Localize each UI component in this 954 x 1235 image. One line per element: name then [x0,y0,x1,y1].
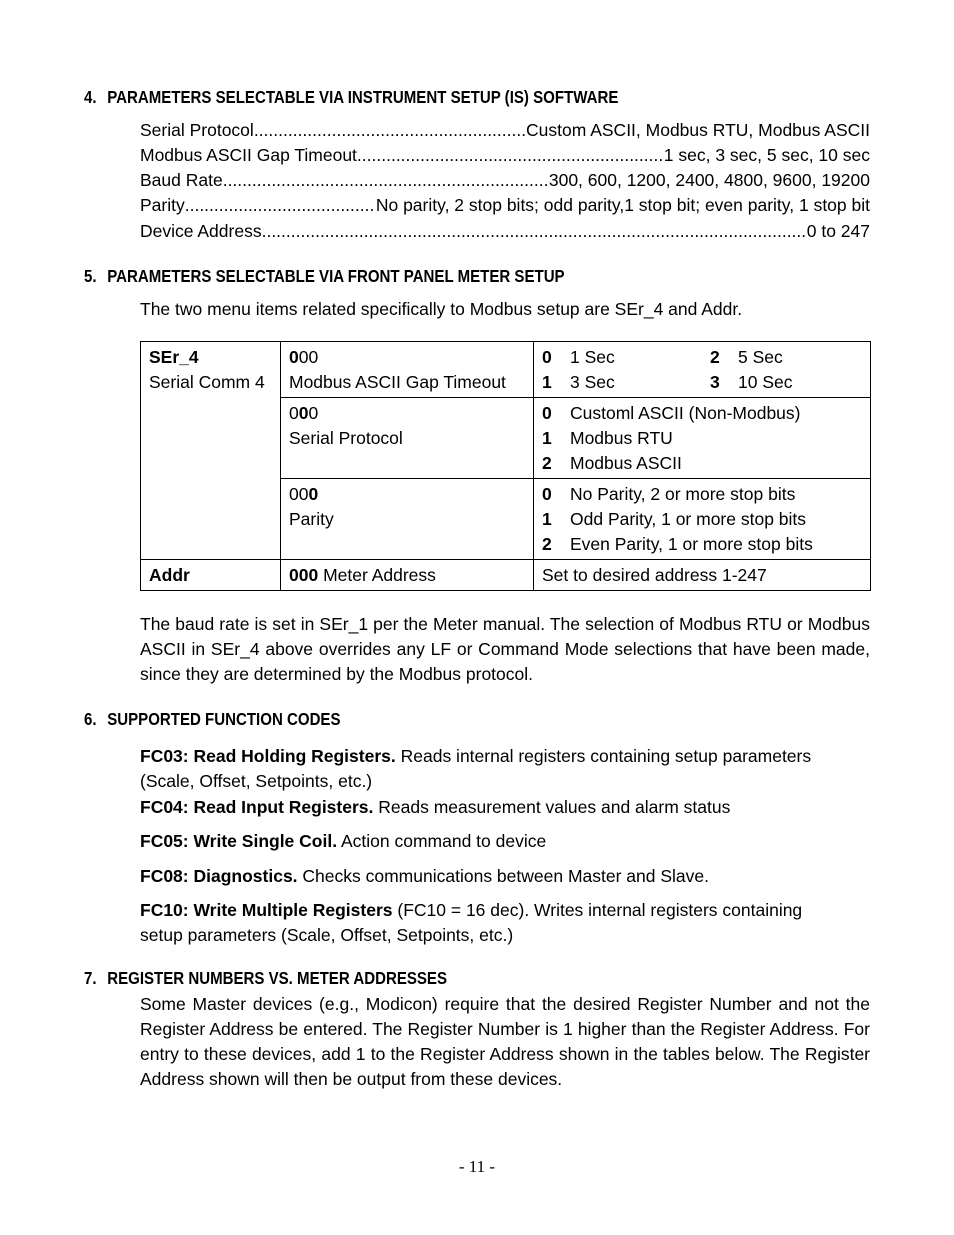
section-6-heading [84,709,341,730]
option-key: 2 [542,453,552,473]
parameter-label: Device Address [140,221,262,241]
section-7-title: REGISTER NUMBERS VS. METER ADDRESSES [107,968,448,988]
option-line [542,451,862,476]
option-text: 3 Sec [570,372,615,392]
option-text: 5 Sec [738,347,783,367]
setting-code: 000 [289,403,319,423]
option-text: 1 Sec [570,347,615,367]
parameter-label: Modbus ASCII Gap Timeout [140,145,357,165]
parameter-value: 300, 600, 1200, 2400, 4800, 9600, 19200 [548,170,870,190]
table-row [141,560,871,591]
section-6-number: 6. [84,709,97,729]
parameter-label: Serial Protocol [140,120,254,140]
option-line [542,482,862,507]
parameter-label: Parity [140,195,185,215]
setting-label: Modbus ASCII Gap Timeout [289,372,506,392]
section-6-title: SUPPORTED FUNCTION CODES [107,709,341,729]
option-text: Odd Parity, 1 or more stop bits [570,509,807,529]
setting-code: 000 [289,565,319,585]
function-code-name: FC05: Write Single Coil. [140,831,338,851]
setting-code: 000 [289,484,319,504]
setting-cell [281,398,534,479]
parameter-row [140,221,870,243]
option-key: 0 [542,484,552,504]
option-key: 1 [542,428,552,448]
setting-code: 000 [289,347,319,367]
section-4-title: PARAMETERS SELECTABLE VIA INSTRUMENT SETUP (IS) SOFTWARE [107,87,619,107]
table-row [141,342,871,398]
parameter-row [140,170,870,192]
function-code-fc10 [140,898,845,948]
gap-timeout-options [542,345,862,395]
front-panel-setup-table [140,341,871,591]
menu-item-cell [141,560,281,591]
function-code-desc: Checks communications between Master and Slave. [297,866,709,886]
parameter-value: 0 to 247 [806,221,870,241]
leader-dots [262,221,807,242]
section-5-intro: The two menu items related specifically to Modbus setup are SEr_4 and Addr. [140,299,743,319]
function-code-name: FC04: Read Input Registers. [140,797,374,817]
function-code-name: FC10: Write Multiple Registers [140,900,393,920]
parameter-row [140,145,870,167]
function-code-fc05 [140,829,900,854]
section-7-heading [84,968,447,989]
setting-label: Parity [289,509,334,529]
setting-cell [281,479,534,560]
leader-dots [185,195,376,216]
menu-item-cell [141,342,281,560]
function-code-name: FC03: Read Holding Registers. [140,746,396,766]
leader-dots [254,120,526,141]
function-code-desc: Action command to device [337,831,547,851]
option-key: 2 [710,347,720,367]
option-text: 10 Sec [738,372,793,392]
section-5-title: PARAMETERS SELECTABLE VIA FRONT PANEL METER SETUP [107,266,565,286]
function-code-desc: Reads measurement values and alarm status [373,797,731,817]
parameter-value: No parity, 2 stop bits; odd parity,1 stop bit; even parity, 1 stop bit [375,195,870,215]
menu-item-name: Addr [149,565,190,585]
section-4-number: 4. [84,87,97,107]
function-code-fc08 [140,864,900,889]
option-key: 2 [542,534,552,554]
function-code-name: FC08: Diagnostics. [140,866,298,886]
option-key: 0 [542,347,552,367]
option-key: 1 [542,509,552,529]
parameter-value: 1 sec, 3 sec, 5 sec, 10 sec [663,145,870,165]
option-line [542,401,862,426]
options-cell: Set to desired address 1-247 [534,560,871,591]
section-5-number: 5. [84,266,97,286]
options-cell [534,479,871,560]
options-cell [534,342,871,398]
option-line [542,507,862,532]
leader-dots [357,145,664,166]
option-text: Even Parity, 1 or more stop bits [570,534,813,554]
setting-cell [281,342,534,398]
leader-dots [223,170,549,191]
section-5-heading [84,266,565,287]
setting-label: Serial Protocol [289,428,403,448]
function-code-desc: (FC10 = 16 dec). Writes internal registers containing setup parameters (Scale, Offset, Setpoints, etc.) [140,900,803,945]
menu-item-name: SEr_4 [149,347,199,367]
parameter-label: Baud Rate [140,170,223,190]
setting-cell [281,560,534,591]
setting-label: Meter Address [318,565,436,585]
section-4-heading [84,87,618,108]
section-7-number: 7. [84,968,97,988]
parameter-row [140,120,870,142]
options-cell [534,398,871,479]
function-code-desc: Reads internal registers containing setup parameters (Scale, Offset, Setpoints, etc.) [140,746,812,791]
option-text: Customl ASCII (Non-Modbus) [570,403,801,423]
section-5-note: The baud rate is set in SEr_1 per the Meter manual. The selection of Modbus RTU or Modbus ASCII in SEr_4 above overrides any LF or Command Mode selections that have been made, since they are determined by the Modbus protocol. [140,614,870,684]
menu-item-description: Serial Comm 4 [149,372,265,392]
option-text: No Parity, 2 or more stop bits [570,484,796,504]
option-line [542,532,862,557]
section-7-body: Some Master devices (e.g., Modicon) require that the desired Register Number and not the Register Address be entered. The Register Number is 1 higher than the Register Address. For entry to these devices, add 1 to the Register Address shown in the tables below. The Register Address shown will then be output from these devices. [140,994,870,1089]
option-key: 1 [542,372,552,392]
function-code-fc04 [140,795,900,820]
option-line [542,426,862,451]
option-text: Modbus RTU [570,428,673,448]
page-number: - 11 - [458,1157,496,1176]
option-text: Modbus ASCII [570,453,682,473]
option-key: 3 [710,372,720,392]
parameter-row [140,195,870,217]
function-code-fc03 [140,744,840,794]
option-key: 0 [542,403,552,423]
parameter-value: Custom ASCII, Modbus RTU, Modbus ASCII [526,120,870,140]
